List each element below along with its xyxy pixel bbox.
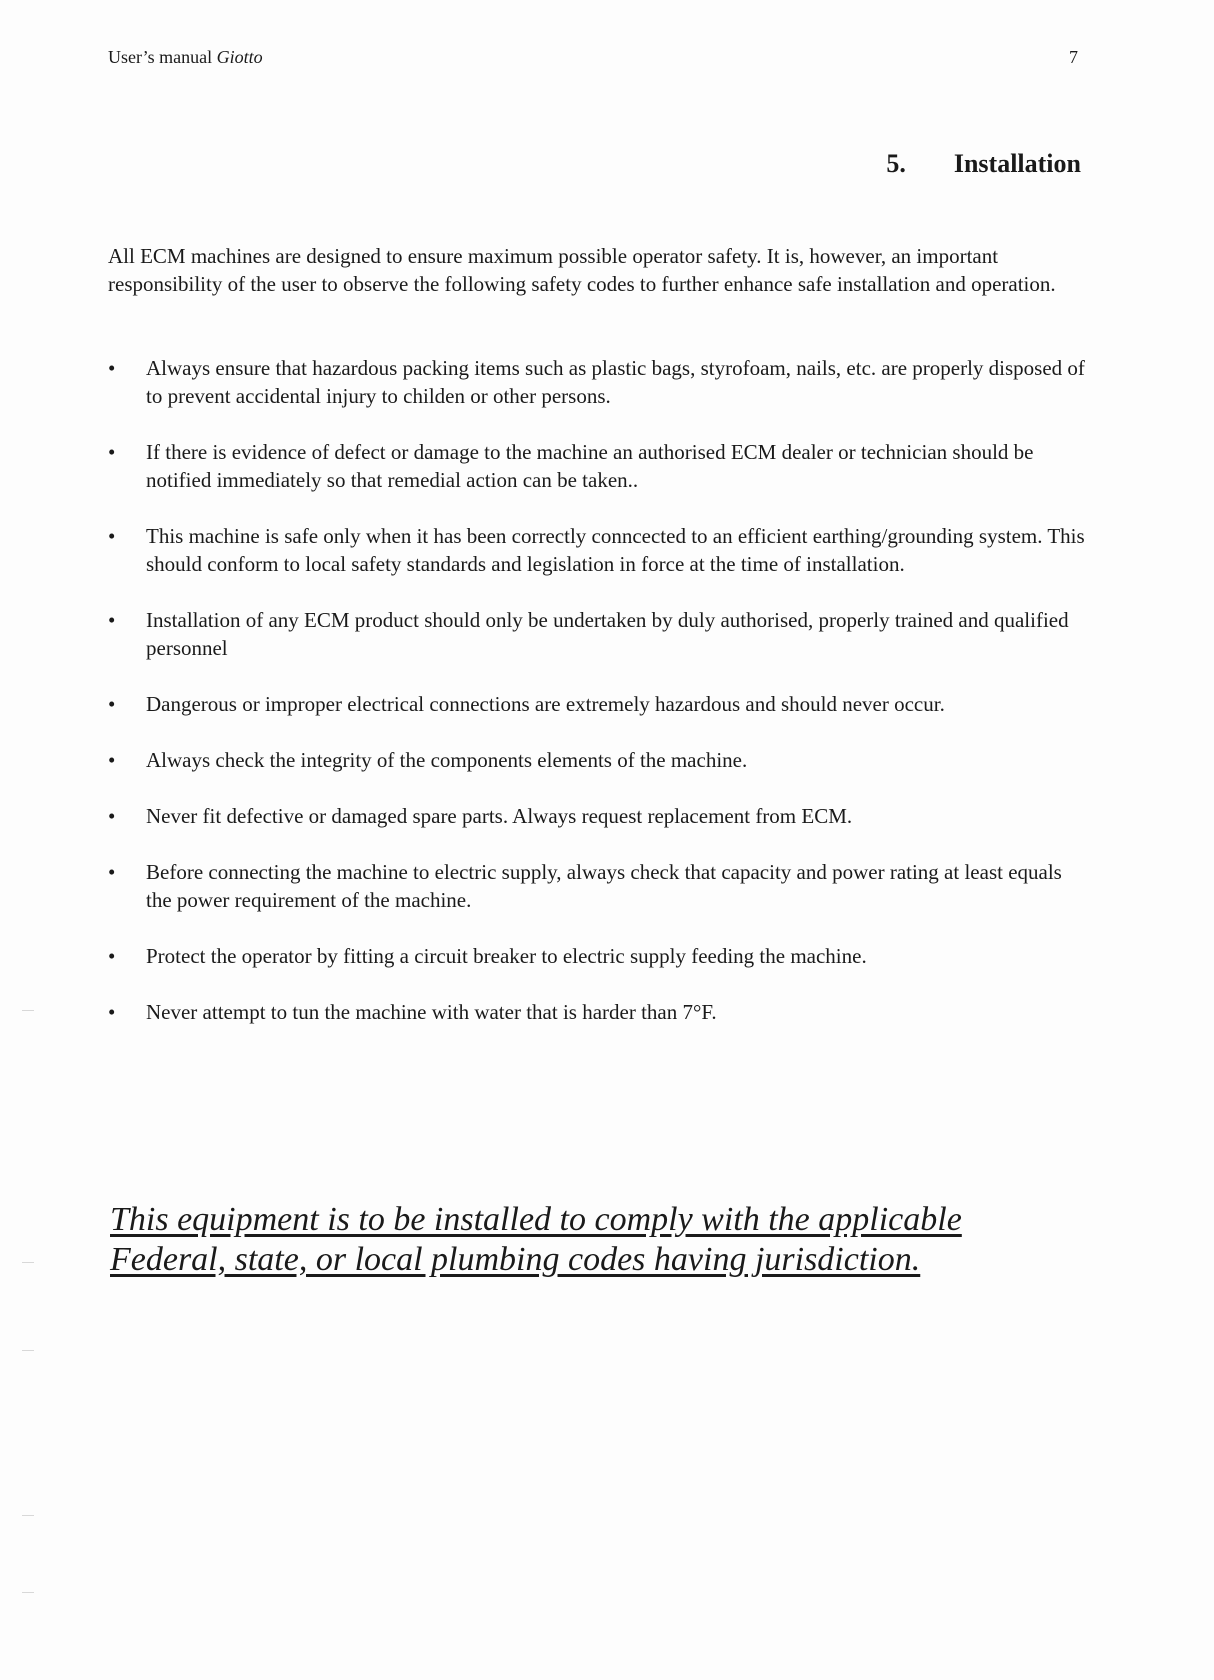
safety-list [108, 354, 1088, 1054]
scan-mark [22, 1010, 34, 1011]
list-item [108, 858, 1088, 914]
list-item [108, 438, 1088, 494]
section-title: Installation [953, 149, 1081, 178]
list-item [108, 354, 1088, 410]
running-header [108, 46, 263, 68]
bullet-icon: • [108, 440, 116, 464]
list-item-text: Never fit defective or damaged spare parts. Always request replacement from ECM. [146, 804, 853, 828]
list-item [108, 802, 1088, 830]
bullet-icon: • [108, 692, 116, 716]
list-item [108, 942, 1088, 970]
bullet-icon: • [108, 524, 116, 548]
section-heading [886, 148, 1081, 180]
list-item-text: Never attempt to tun the machine with water that is harder than 7°F. [146, 1000, 717, 1024]
list-item-text: This machine is safe only when it has been correctly conncected to an efficient earthing/grounding system. This should conform to local safety standards and legislation in force at the time of installation. [146, 524, 1085, 576]
list-item-text: Before connecting the machine to electric supply, always check that capacity and power rating at least equals the power requirement of the machine. [146, 860, 1062, 912]
list-item-text: Dangerous or improper electrical connections are extremely hazardous and should never occur. [146, 692, 945, 716]
product-name: Giotto [216, 47, 263, 67]
list-item [108, 998, 1088, 1026]
section-number: 5. [886, 149, 906, 178]
scan-mark [22, 1262, 34, 1263]
page-number: 7 [1069, 47, 1078, 67]
bullet-icon: • [108, 860, 116, 884]
list-item [108, 522, 1088, 578]
bullet-icon: • [108, 804, 116, 828]
manual-label: User’s manual [108, 47, 217, 67]
list-item-text: Always ensure that hazardous packing items such as plastic bags, styrofoam, nails, etc. are properly disposed of to prevent accidental injury to childen or other persons. [146, 356, 1085, 408]
scan-mark [22, 1592, 34, 1593]
bullet-icon: • [108, 944, 116, 968]
bullet-icon: • [108, 1000, 116, 1024]
list-item-text: Always check the integrity of the components elements of the machine. [146, 748, 748, 772]
scan-mark [22, 1350, 34, 1351]
list-item [108, 606, 1088, 662]
list-item-text: Protect the operator by fitting a circuit breaker to electric supply feeding the machine. [146, 944, 867, 968]
bullet-icon: • [108, 748, 116, 772]
list-item-text: Installation of any ECM product should only be undertaken by duly authorised, properly trained and qualified personnel [146, 608, 1069, 660]
scan-mark [22, 1515, 34, 1516]
bullet-icon: • [108, 608, 116, 632]
compliance-notice: This equipment is to be installed to comply with the applicable Federal, state, or local plumbing codes having jurisdiction. [110, 1201, 962, 1278]
intro-paragraph: All ECM machines are designed to ensure maximum possible operator safety. It is, however, an important responsibility of the user to observe the following safety codes to further enhance safe installation and operation. [108, 244, 1056, 296]
list-item-text: If there is evidence of defect or damage to the machine an authorised ECM dealer or technician should be notified immediately so that remedial action can be taken.. [146, 440, 1034, 492]
list-item [108, 746, 1088, 774]
bullet-icon: • [108, 356, 116, 380]
list-item [108, 690, 1088, 718]
